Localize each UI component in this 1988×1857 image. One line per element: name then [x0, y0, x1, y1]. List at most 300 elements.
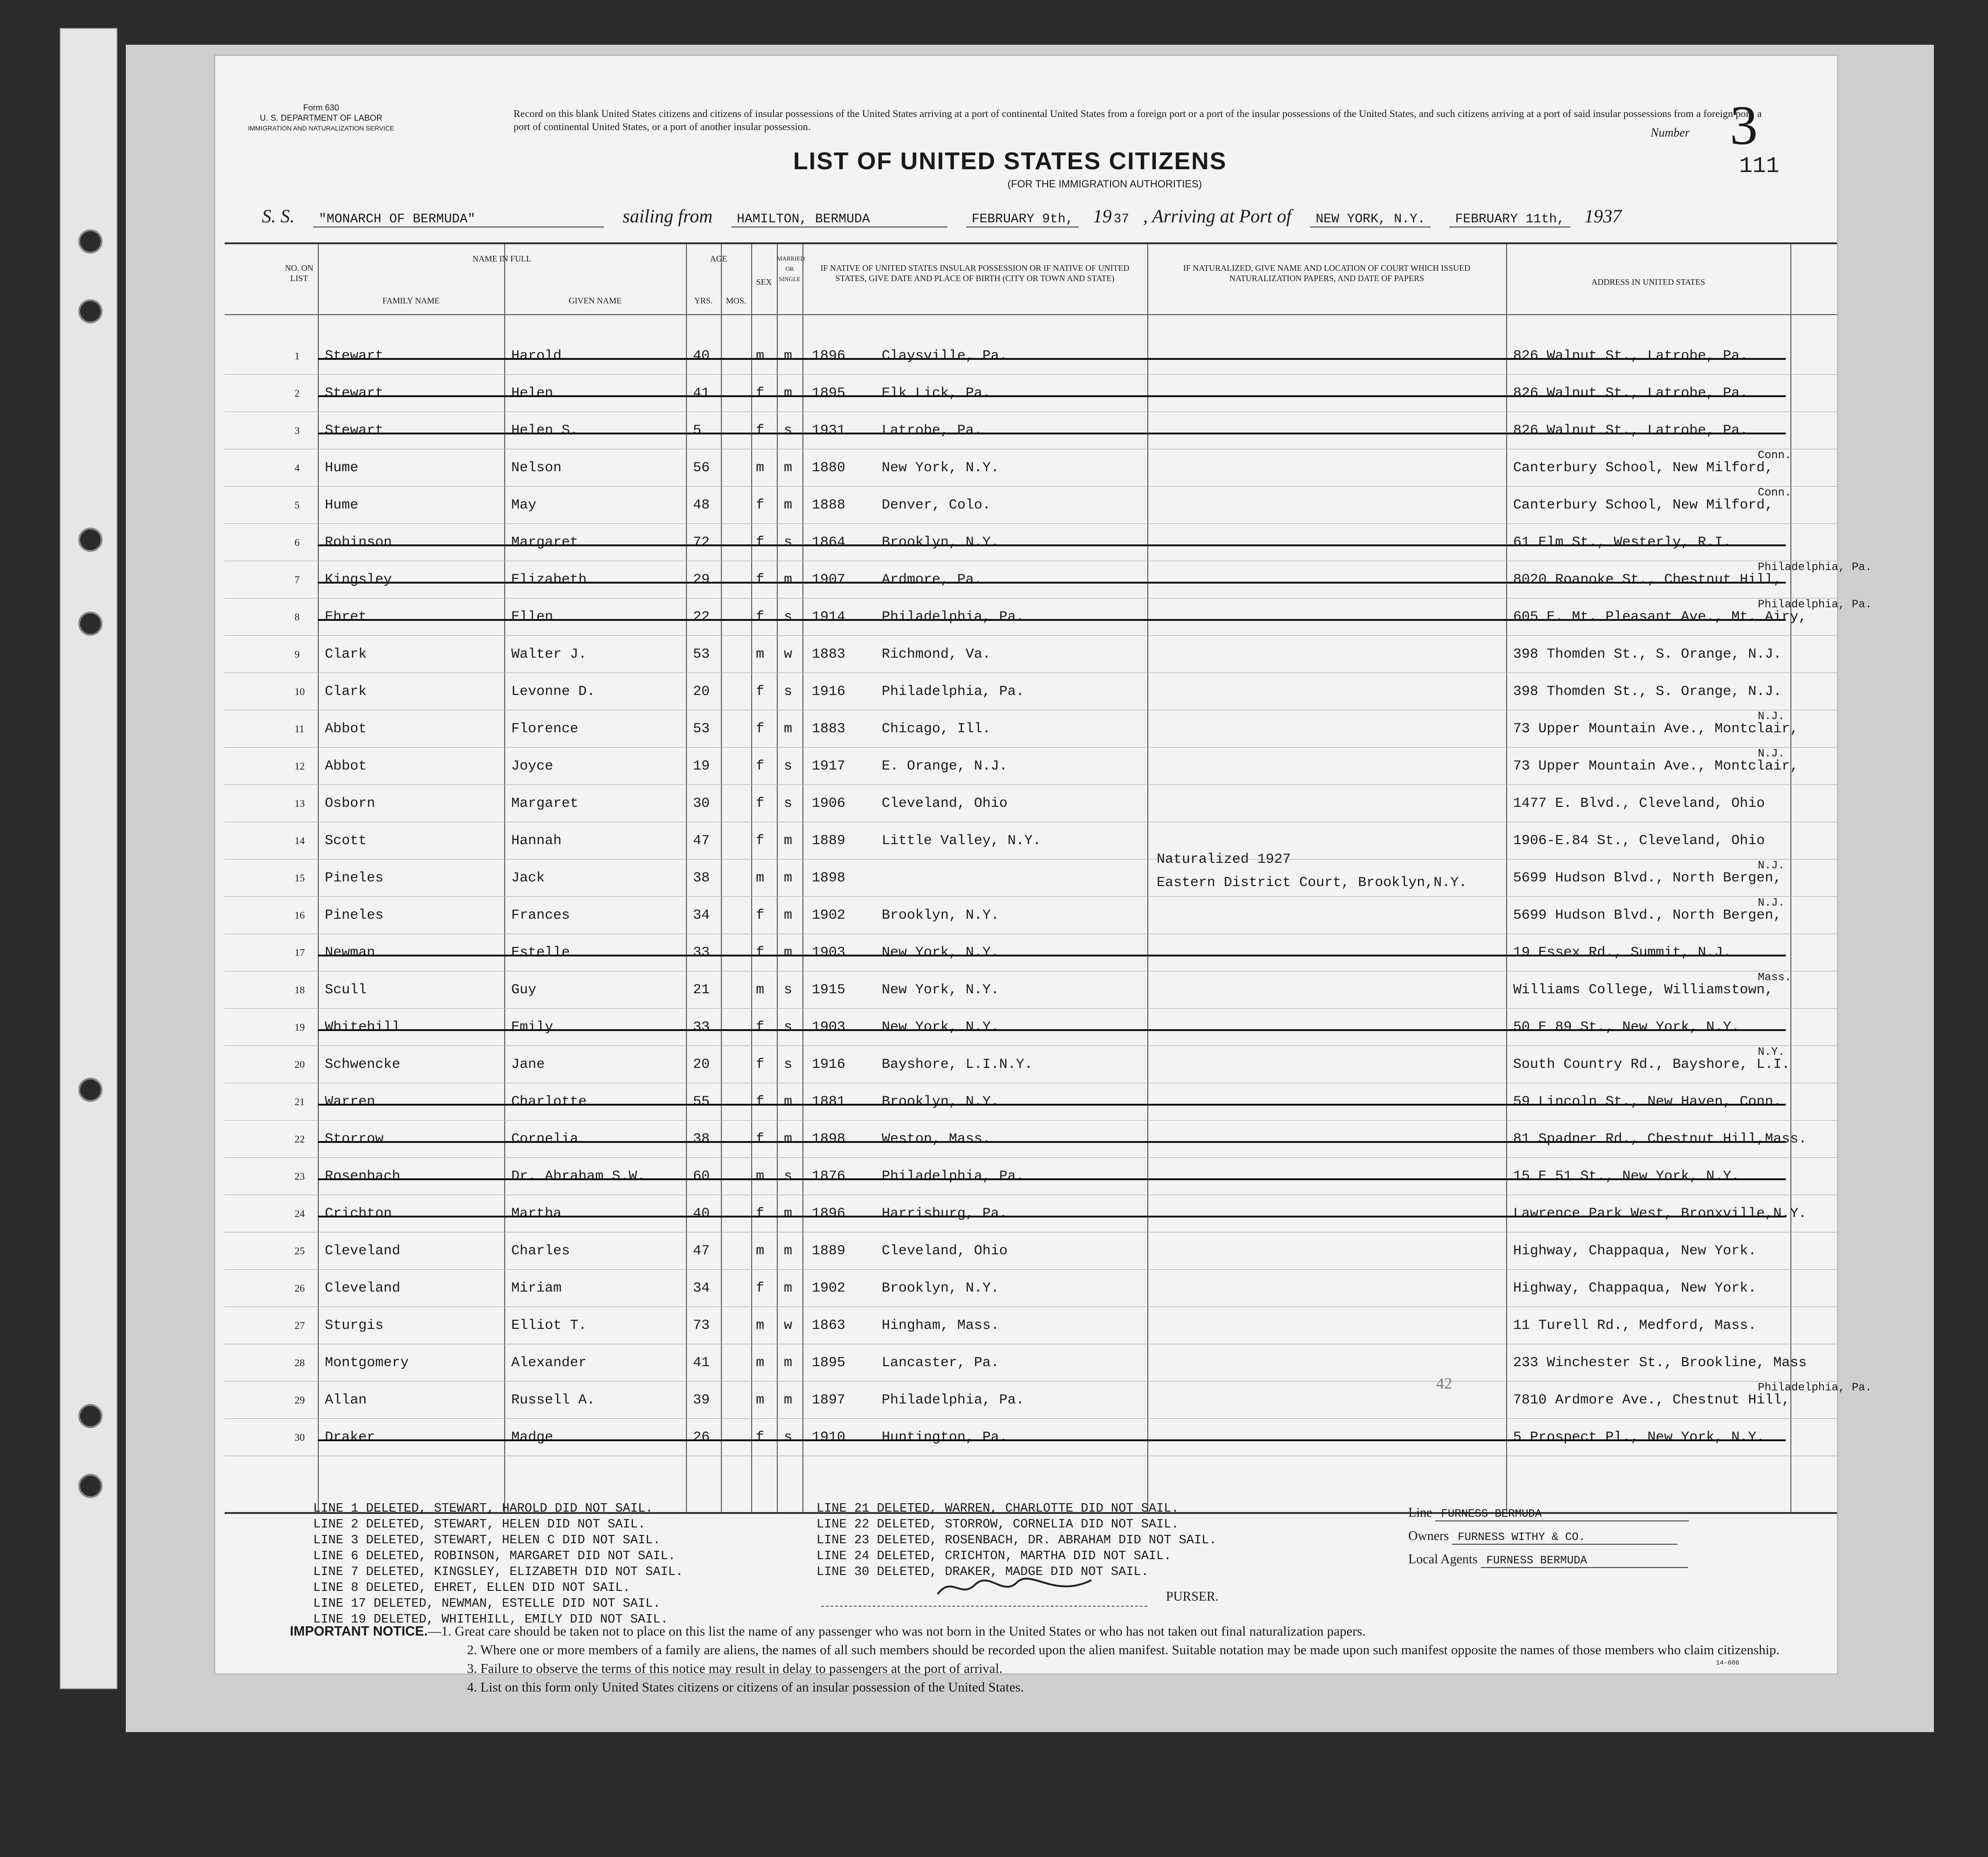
given-name: Charles: [511, 1243, 570, 1259]
age-years: 56: [693, 460, 710, 476]
birth-place: Cleveland, Ohio: [882, 796, 1008, 812]
birth-place: Ardmore, Pa.: [882, 572, 983, 588]
family-name: Scott: [325, 833, 367, 849]
sex: f: [756, 572, 765, 588]
table-row: [225, 337, 1837, 375]
birth-year: 1889: [812, 833, 846, 849]
marital-status: m: [784, 385, 793, 401]
given-name: Russell A.: [511, 1392, 596, 1408]
strikethrough-line: [318, 544, 1786, 546]
row-number: 17: [295, 947, 305, 958]
sex: f: [756, 497, 765, 513]
address: 826 Walnut St., Latrobe, Pa.: [1513, 385, 1748, 401]
notice-item-4: 4. List on this form only United States citizens or citizens of an insular possession of the United States.: [467, 1680, 1024, 1695]
sex: f: [756, 423, 765, 439]
birth-place: Brooklyn, N.Y.: [882, 1094, 1000, 1110]
row-number: 10: [295, 686, 305, 697]
birth-year: 1903: [812, 945, 846, 961]
sheet-number: 111: [1739, 154, 1780, 179]
birth-year: 1898: [812, 1131, 846, 1147]
given-name: Walter J.: [511, 647, 587, 662]
table-row: [225, 822, 1837, 860]
arriving-label: , Arriving at Port of: [1143, 206, 1292, 227]
address: 398 Thomden St., S. Orange, N.J.: [1513, 684, 1782, 700]
given-name: Martha: [511, 1206, 562, 1222]
binder-hole: [78, 1474, 103, 1498]
table-row: [225, 524, 1837, 561]
binder-hole: [78, 1404, 103, 1428]
marital-status: m: [784, 572, 793, 588]
binder-hole: [78, 299, 103, 323]
birth-place: New York, N.Y.: [882, 1019, 1000, 1035]
age-years: 20: [693, 1057, 710, 1073]
deleted-lines-notes: [313, 1501, 683, 1628]
col-header-naturalized: IF NATURALIZED, GIVE NAME AND LOCATION OF COURT WHICH ISSUED NATURALIZATION PAPERS, AND DATE OF PAPERS: [1183, 263, 1471, 283]
strikethrough-line: [318, 395, 1786, 397]
marital-status: s: [784, 796, 793, 812]
table-row: [225, 412, 1837, 449]
row-number: 6: [295, 536, 300, 548]
family-name: Stewart: [325, 423, 384, 439]
sex: f: [756, 721, 765, 737]
birth-year: 1895: [812, 1355, 846, 1371]
birth-place: Denver, Colo.: [882, 497, 991, 513]
age-years: 41: [693, 1355, 710, 1371]
marital-status: m: [784, 460, 793, 476]
given-name: Madge: [511, 1430, 554, 1445]
birth-place: Claysville, Pa.: [882, 348, 1008, 364]
birth-place: Weston, Mass.: [882, 1131, 991, 1147]
family-name: Cleveland: [325, 1280, 401, 1296]
row-number: 21: [295, 1096, 305, 1107]
age-years: 47: [693, 833, 710, 849]
birth-place: Brooklyn, N.Y.: [882, 535, 1000, 550]
birth-place: Philadelphia, Pa.: [882, 1392, 1025, 1408]
notice-item-1: —1. Great care should be taken not to place on this list the name of any passenger who was not born in the United States or who has not taken out final naturalization papers.: [427, 1624, 1366, 1639]
address: 11 Turell Rd., Medford, Mass.: [1513, 1318, 1757, 1334]
table-row: [225, 598, 1872, 636]
marital-status: m: [784, 945, 793, 961]
marital-status: m: [784, 870, 793, 886]
sex: f: [756, 1019, 765, 1035]
row-number: 15: [295, 872, 305, 884]
table-row: [225, 1121, 1837, 1158]
address: Highway, Chappaqua, New York.: [1513, 1280, 1757, 1296]
row-number: 25: [295, 1245, 305, 1257]
sex: f: [756, 908, 765, 923]
age-years: 34: [693, 1280, 710, 1296]
birth-place: Elk Lick, Pa.: [882, 385, 991, 401]
sex: f: [756, 945, 765, 961]
departure-date: FEBRUARY 9th,: [966, 212, 1079, 227]
birth-place: E. Orange, N.J.: [882, 758, 1008, 774]
birth-year: 1916: [812, 684, 846, 700]
important-notice: [290, 1622, 1828, 1697]
line-value: FURNESS BERMUDA: [1435, 1508, 1689, 1521]
agents-field: [1408, 1552, 1688, 1568]
address-state: N.J.: [1758, 860, 1785, 872]
year-prefix: 19: [1093, 206, 1112, 227]
strikethrough-line: [318, 619, 1786, 621]
sex: m: [756, 1318, 765, 1334]
age-years: 38: [693, 1131, 710, 1147]
family-name: Stewart: [325, 385, 384, 401]
address: Lawrence Park West, Bronxville,N.Y.: [1513, 1206, 1807, 1222]
marital-status: w: [784, 647, 793, 662]
address: 5 Prospect Pl., New York, N.Y.: [1513, 1430, 1765, 1445]
table-row: [225, 449, 1837, 487]
birth-place: New York, N.Y.: [882, 460, 1000, 476]
address: Canterbury School, New Milford,: [1513, 460, 1774, 476]
table-row: [225, 971, 1837, 1009]
sex: f: [756, 684, 765, 700]
age-years: 33: [693, 945, 710, 961]
row-number: 16: [295, 909, 305, 921]
table-row: [225, 673, 1837, 710]
form-code: 14-606: [1716, 1659, 1740, 1667]
deleted-line-note: LINE 7 DELETED, KINGSLEY, ELIZABETH DID NOT SAIL.: [313, 1565, 683, 1579]
age-years: 22: [693, 609, 710, 625]
marital-status: m: [784, 1206, 793, 1222]
sex: f: [756, 1430, 765, 1445]
age-years: 53: [693, 647, 710, 662]
address: 1477 E. Blvd., Cleveland, Ohio: [1513, 796, 1765, 812]
family-name: Clark: [325, 647, 367, 662]
strikethrough-line: [318, 955, 1786, 956]
birth-year: 1864: [812, 535, 846, 550]
table-row: [225, 1382, 1872, 1419]
deleted-line-note: LINE 23 DELETED, ROSENBACH, DR. ABRAHAM DID NOT SAIL.: [816, 1534, 1217, 1548]
family-name: Scull: [325, 982, 367, 998]
address-state: N.J.: [1758, 748, 1785, 760]
birth-place: Philadelphia, Pa.: [882, 684, 1025, 700]
given-name: Margaret: [511, 796, 579, 812]
address: South Country Rd., Bayshore, L.I.: [1513, 1057, 1790, 1073]
col-header-sex: SEX: [756, 277, 772, 287]
birth-year: 1914: [812, 609, 846, 625]
address: 826 Walnut St., Latrobe, Pa.: [1513, 423, 1748, 439]
owners-field: [1408, 1529, 1678, 1545]
age-years: 72: [693, 535, 710, 550]
address: 50 E 89 St., New York, N.Y.: [1513, 1019, 1740, 1035]
given-name: Dr. Abraham S.W.: [511, 1169, 646, 1184]
marital-status: s: [784, 982, 793, 998]
birth-place: Harrisburg, Pa.: [882, 1206, 1008, 1222]
sex: f: [756, 1057, 765, 1073]
marital-status: s: [784, 1057, 793, 1073]
deleted-line-note: LINE 30 DELETED, DRAKER, MADGE DID NOT SAIL.: [816, 1565, 1149, 1579]
family-name: Ehret: [325, 609, 367, 625]
row-number: 9: [295, 648, 300, 660]
sailing-label: sailing from: [623, 206, 713, 227]
given-name: Estelle: [511, 945, 570, 961]
sex: f: [756, 535, 765, 550]
given-name: Jack: [511, 870, 545, 886]
family-name: Allan: [325, 1392, 367, 1408]
birth-year: 1915: [812, 982, 846, 998]
birth-year: 1902: [812, 908, 846, 923]
strikethrough-line: [318, 433, 1786, 434]
age-years: 29: [693, 572, 710, 588]
family-name: Rosenbach: [325, 1169, 401, 1184]
binder-strip: [60, 28, 117, 1689]
sex: m: [756, 1355, 765, 1371]
family-name: Draker: [325, 1430, 376, 1445]
row-number: 12: [295, 760, 305, 772]
strikethrough-line: [318, 582, 1786, 584]
table-row: [225, 561, 1872, 598]
birth-year: 1896: [812, 348, 846, 364]
age-years: 21: [693, 982, 710, 998]
address: 19 Essex Rd., Summit, N.J.: [1513, 945, 1732, 961]
address: Williams College, Williamstown,: [1513, 982, 1774, 998]
service-name: IMMIGRATION AND NATURALIZATION SERVICE: [248, 124, 394, 132]
strikethrough-line: [318, 1439, 1786, 1441]
address-state: N.J.: [1758, 710, 1785, 723]
department-name: U. S. DEPARTMENT OF LABOR: [260, 113, 383, 123]
address: 826 Walnut St., Latrobe, Pa.: [1513, 348, 1748, 364]
family-name: Pineles: [325, 908, 384, 923]
birth-year: 1883: [812, 721, 846, 737]
family-name: Clark: [325, 684, 367, 700]
marital-status: m: [784, 1243, 793, 1259]
address-state: Conn.: [1758, 449, 1792, 462]
naturalization-court: Eastern District Court, Brooklyn,N.Y.: [1157, 875, 1467, 891]
family-name: Warren: [325, 1094, 376, 1110]
given-name: Joyce: [511, 758, 554, 774]
row-number: 22: [295, 1133, 305, 1145]
table-row: [225, 710, 1837, 748]
strikethrough-line: [318, 1216, 1786, 1217]
birth-place: Latrobe, Pa.: [882, 423, 983, 439]
sex: f: [756, 1280, 765, 1296]
col-header-name: NAME IN FULL: [473, 254, 531, 263]
notice-heading: IMPORTANT NOTICE.: [290, 1624, 428, 1639]
deleted-line-note: LINE 1 DELETED, STEWART, HAROLD DID NOT SAIL.: [313, 1502, 653, 1516]
address-state: N.J.: [1758, 897, 1785, 909]
marital-status: s: [784, 758, 793, 774]
row-number: 28: [295, 1357, 305, 1369]
table-row: [225, 375, 1837, 412]
deleted-line-note: LINE 24 DELETED, CRICHTON, MARTHA DID NOT SAIL.: [816, 1549, 1172, 1563]
deleted-line-note: LINE 3 DELETED, STEWART, HELEN C DID NOT SAIL.: [313, 1534, 661, 1548]
birth-year: 1910: [812, 1430, 846, 1445]
marital-status: s: [784, 609, 793, 625]
sex: f: [756, 796, 765, 812]
age-years: 19: [693, 758, 710, 774]
table-row: [225, 1158, 1837, 1195]
marital-status: s: [784, 684, 793, 700]
address: 7810 Ardmore Ave., Chestnut Hill,: [1513, 1392, 1790, 1408]
row-number: 5: [295, 499, 300, 511]
birth-year: 1917: [812, 758, 846, 774]
given-name: Charlotte: [511, 1094, 587, 1110]
col-header-age: AGE: [710, 254, 727, 263]
row-number: 29: [295, 1394, 305, 1406]
row-number: 23: [295, 1170, 305, 1182]
age-years: 20: [693, 684, 710, 700]
family-name: Newman: [325, 945, 376, 961]
margin-number: 42: [1436, 1375, 1452, 1392]
table-row: [225, 748, 1837, 785]
agents-value: FURNESS BERMUDA: [1481, 1554, 1688, 1568]
table-row: [225, 785, 1837, 822]
line-field: [1408, 1506, 1689, 1521]
age-years: 73: [693, 1318, 710, 1334]
age-years: 5: [693, 423, 702, 439]
owners-label: Owners: [1408, 1529, 1449, 1543]
given-name: Levonne D.: [511, 684, 596, 700]
address: Canterbury School, New Milford,: [1513, 497, 1774, 513]
row-number: 24: [295, 1208, 305, 1219]
table-row: [225, 1232, 1837, 1270]
family-name: Abbot: [325, 758, 367, 774]
col-header-address: ADDRESS IN UNITED STATES: [1591, 277, 1706, 287]
age-years: 40: [693, 1206, 710, 1222]
given-name: Ellen: [511, 609, 554, 625]
marital-status: m: [784, 908, 793, 923]
birth-place: Hingham, Mass.: [882, 1318, 1000, 1334]
age-years: 55: [693, 1094, 710, 1110]
age-years: 30: [693, 796, 710, 812]
family-name: Pineles: [325, 870, 384, 886]
age-years: 39: [693, 1392, 710, 1408]
birth-place: Brooklyn, N.Y.: [882, 1280, 1000, 1296]
row-number: 26: [295, 1282, 305, 1294]
age-years: 41: [693, 385, 710, 401]
purser-signature: [933, 1571, 1101, 1603]
form-number: Form 630: [303, 103, 339, 112]
row-number: 3: [295, 425, 300, 436]
family-name: Robinson: [325, 535, 392, 550]
address: 81 Spadner Rd., Chestnut Hill,Mass.: [1513, 1131, 1807, 1147]
table-row: [225, 934, 1837, 971]
given-name: Florence: [511, 721, 579, 737]
birth-year: 1931: [812, 423, 846, 439]
family-name: Montgomery: [325, 1355, 409, 1371]
marital-status: s: [784, 1019, 793, 1035]
row-number: 20: [295, 1059, 305, 1070]
col-header-no: NO. ON LIST: [285, 263, 314, 283]
address-state: Philadelphia, Pa.: [1758, 598, 1872, 611]
row-number: 30: [295, 1431, 305, 1443]
given-name: Emily: [511, 1019, 554, 1035]
naturalization-info: Naturalized 1927: [1157, 852, 1291, 867]
address: 5699 Hudson Blvd., North Bergen,: [1513, 870, 1782, 886]
birth-year: 1906: [812, 796, 846, 812]
deleted-line-note: LINE 19 DELETED, WHITEHILL, EMILY DID NOT SAIL.: [313, 1613, 668, 1627]
age-years: 48: [693, 497, 710, 513]
col-header-family: FAMILY NAME: [382, 296, 440, 305]
sex: m: [756, 460, 765, 476]
family-name: Abbot: [325, 721, 367, 737]
address: 398 Thomden St., S. Orange, N.J.: [1513, 647, 1782, 662]
marital-status: w: [784, 1318, 793, 1334]
header-divider: [225, 314, 1837, 315]
birth-year: 1888: [812, 497, 846, 513]
family-name: Crichton: [325, 1206, 392, 1222]
birth-place: New York, N.Y.: [882, 982, 1000, 998]
deleted-line-note: LINE 8 DELETED, EHRET, ELLEN DID NOT SAIL.: [313, 1581, 631, 1595]
address: 5699 Hudson Blvd., North Bergen,: [1513, 908, 1782, 923]
birth-year: 1881: [812, 1094, 846, 1110]
age-years: 53: [693, 721, 710, 737]
birth-place: Philadelphia, Pa.: [882, 609, 1025, 625]
marital-status: s: [784, 1430, 793, 1445]
birth-place: Richmond, Va.: [882, 647, 991, 662]
age-years: 60: [693, 1169, 710, 1184]
page-title: LIST OF UNITED STATES CITIZENS: [793, 148, 1227, 175]
deleted-lines-notes-continued: [816, 1501, 1217, 1580]
deleted-line-note: LINE 22 DELETED, STORROW, CORNELIA DID NOT SAIL.: [816, 1518, 1179, 1532]
departure-year: 37: [1113, 212, 1130, 227]
sex: m: [756, 1243, 765, 1259]
marital-status: s: [784, 1169, 793, 1184]
sex: f: [756, 1206, 765, 1222]
family-name: Schwencke: [325, 1057, 401, 1073]
marital-status: m: [784, 348, 793, 364]
notice-item-2: 2. Where one or more members of a family are aliens, the names of all such members should be recorded upon the alien manifest. Suitable notation may be made upon such manifest opposite the names of those members who claim citizenship.: [467, 1643, 1780, 1658]
birth-place: New York, N.Y.: [882, 945, 1000, 961]
table-row: [225, 636, 1837, 673]
marital-status: m: [784, 721, 793, 737]
table-row: [225, 1270, 1837, 1307]
col-header-given: GIVEN NAME: [569, 296, 622, 305]
birth-place: Philadelphia, Pa.: [882, 1169, 1025, 1184]
list-number: 3: [1730, 94, 1758, 156]
notice-item-3: 3. Failure to observe the terms of this notice may result in delay to passengers at the port of arrival.: [467, 1661, 1003, 1676]
page-subtitle: (FOR THE IMMIGRATION AUTHORITIES): [1008, 178, 1202, 190]
row-number: 4: [295, 462, 300, 474]
given-name: Harold: [511, 348, 562, 364]
birth-year: 1883: [812, 647, 846, 662]
birth-place: Little Valley, N.Y.: [882, 833, 1042, 849]
record-instructions: Record on this blank United States citizens and citizens of insular possessions of the United States arriving at a port of continental United States from a foreign port or a port of the insular possessions of the United States, and such citizens arriving at a port of said insular possessions from a foreign port, a port of continental United States, or a port of another insular possession.: [514, 108, 1762, 132]
passenger-table: [225, 242, 1872, 1514]
birth-year: 1898: [812, 870, 846, 886]
address-state: Conn.: [1758, 487, 1792, 499]
table-row: [225, 487, 1837, 524]
row-number: 11: [295, 723, 305, 735]
table-row: [225, 1344, 1837, 1382]
age-years: 26: [693, 1430, 710, 1445]
agents-label: Local Agents: [1408, 1552, 1478, 1567]
family-name: Hume: [325, 460, 359, 476]
sex: f: [756, 1094, 765, 1110]
given-name: Cornelia: [511, 1131, 579, 1147]
age-years: 34: [693, 908, 710, 923]
address: 59 Lincoln St., New Haven, Conn.: [1513, 1094, 1782, 1110]
sex: f: [756, 385, 765, 401]
given-name: Frances: [511, 908, 570, 923]
strikethrough-line: [318, 1029, 1786, 1031]
row-number: 1: [295, 350, 300, 362]
binder-hole: [78, 528, 103, 552]
birth-year: 1903: [812, 1019, 846, 1035]
marital-status: s: [784, 535, 793, 550]
sex: f: [756, 758, 765, 774]
marital-status: m: [784, 1131, 793, 1147]
binder-hole: [78, 229, 103, 254]
birth-place: Lancaster, Pa.: [882, 1355, 1000, 1371]
binder-hole: [78, 612, 103, 636]
address: 233 Winchester St., Brookline, Mass: [1513, 1355, 1807, 1371]
deleted-line-note: LINE 17 DELETED, NEWMAN, ESTELLE DID NOT SAIL.: [313, 1597, 661, 1611]
birth-place: Chicago, Ill.: [882, 721, 991, 737]
row-number: 14: [295, 835, 305, 846]
deleted-line-note: LINE 6 DELETED, ROBINSON, MARGARET DID NOT SAIL.: [313, 1549, 676, 1563]
birth-year: 1897: [812, 1392, 846, 1408]
